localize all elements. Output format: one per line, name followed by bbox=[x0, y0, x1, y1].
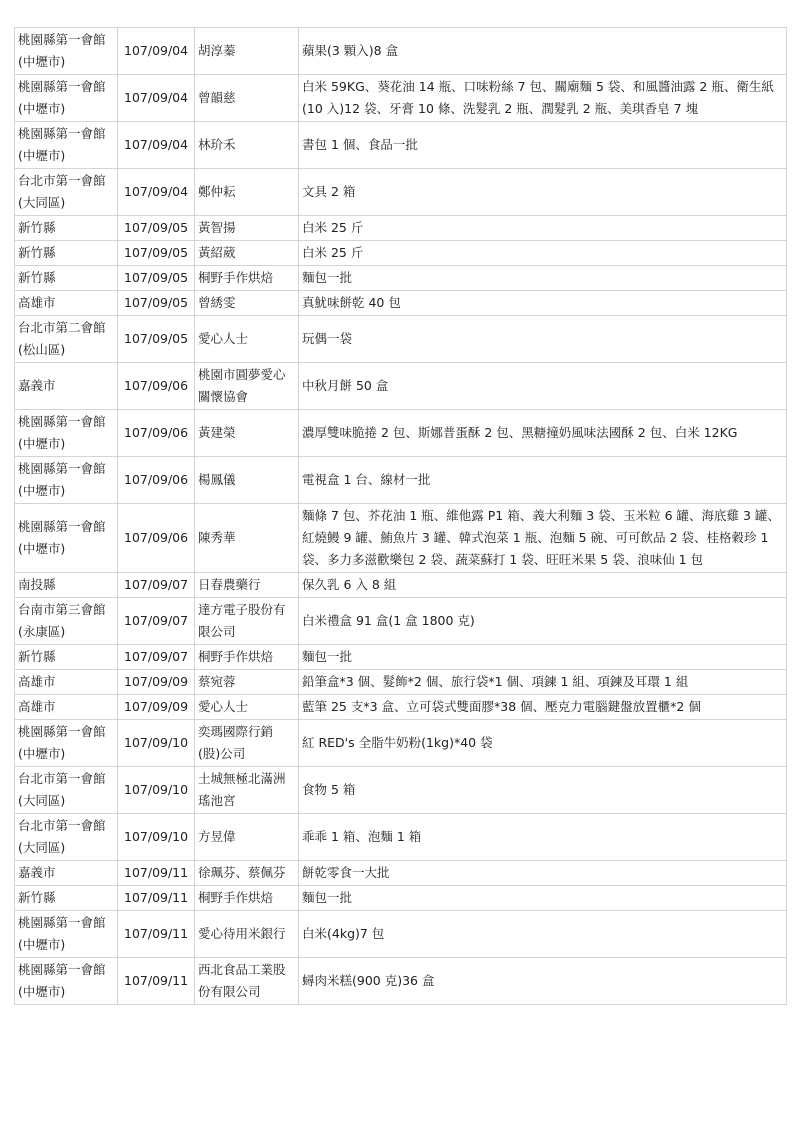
region-cell: 台北市第一會館(大同區) bbox=[15, 169, 118, 216]
table-row bbox=[15, 814, 787, 861]
date-cell: 107/09/10 bbox=[118, 720, 195, 767]
region-cell: 新竹縣 bbox=[15, 241, 118, 266]
donor-cell: 達方電子股份有限公司 bbox=[195, 598, 299, 645]
date-cell: 107/09/11 bbox=[118, 861, 195, 886]
table-row bbox=[15, 886, 787, 911]
items-cell: 餅乾零食一大批 bbox=[299, 861, 787, 886]
donor-cell: 愛心人士 bbox=[195, 695, 299, 720]
region-cell: 桃園縣第一會館(中壢市) bbox=[15, 28, 118, 75]
region-cell: 台北市第一會館(大同區) bbox=[15, 767, 118, 814]
region-cell: 桃園縣第一會館(中壢市) bbox=[15, 958, 118, 1005]
region-cell: 台南市第三會館(永康區) bbox=[15, 598, 118, 645]
donation-table bbox=[14, 27, 787, 1005]
table-row bbox=[15, 861, 787, 886]
items-cell: 鉛筆盒*3 個、髮飾*2 個、旅行袋*1 個、項鍊 1 組、項鍊及耳環 1 組 bbox=[299, 670, 787, 695]
items-cell: 食物 5 箱 bbox=[299, 767, 787, 814]
items-cell: 白米禮盒 91 盒(1 盒 1800 克) bbox=[299, 598, 787, 645]
table-row bbox=[15, 645, 787, 670]
items-cell: 紅 RED's 全脂牛奶粉(1kg)*40 袋 bbox=[299, 720, 787, 767]
region-cell: 台北市第二會館(松山區) bbox=[15, 316, 118, 363]
donor-cell: 方昱偉 bbox=[195, 814, 299, 861]
date-cell: 107/09/06 bbox=[118, 504, 195, 573]
region-cell: 台北市第一會館(大同區) bbox=[15, 814, 118, 861]
donor-cell: 愛心待用米銀行 bbox=[195, 911, 299, 958]
table-row bbox=[15, 720, 787, 767]
donor-cell: 土城無極北滿洲瑤池宮 bbox=[195, 767, 299, 814]
table-row bbox=[15, 75, 787, 122]
items-cell: 中秋月餅 50 盒 bbox=[299, 363, 787, 410]
donor-cell: 曾韻慈 bbox=[195, 75, 299, 122]
table-row bbox=[15, 169, 787, 216]
region-cell: 嘉義市 bbox=[15, 861, 118, 886]
region-cell: 新竹縣 bbox=[15, 645, 118, 670]
items-cell: 藍筆 25 支*3 盒、立可袋式雙面膠*38 個、壓克力電腦鍵盤放置櫃*2 個 bbox=[299, 695, 787, 720]
donor-cell: 桐野手作烘焙 bbox=[195, 266, 299, 291]
table-row bbox=[15, 316, 787, 363]
donor-cell: 林玠禾 bbox=[195, 122, 299, 169]
donor-cell: 桐野手作烘焙 bbox=[195, 886, 299, 911]
table-row bbox=[15, 958, 787, 1005]
region-cell: 高雄市 bbox=[15, 695, 118, 720]
date-cell: 107/09/06 bbox=[118, 410, 195, 457]
items-cell: 文具 2 箱 bbox=[299, 169, 787, 216]
table-row bbox=[15, 457, 787, 504]
date-cell: 107/09/11 bbox=[118, 911, 195, 958]
date-cell: 107/09/11 bbox=[118, 886, 195, 911]
table-row bbox=[15, 410, 787, 457]
donor-cell: 西北食品工業股份有限公司 bbox=[195, 958, 299, 1005]
date-cell: 107/09/07 bbox=[118, 573, 195, 598]
donor-cell: 陳秀華 bbox=[195, 504, 299, 573]
items-cell: 麵條 7 包、芥花油 1 瓶、維他露 P1 箱、義大利麵 3 袋、玉米粒 6 罐、海底雞 3 罐、紅燒鰻 9 罐、鮪魚片 3 罐、韓式泡菜 1 瓶、泡麵 5 碗、可可飲品 2 袋、桂格穀珍 1 袋、多力多滋歡樂包 2 袋、蔬菜蘇打 1 袋、旺旺米果 5 袋、浪味仙 1 包 bbox=[299, 504, 787, 573]
items-cell: 白米 59KG、葵花油 14 瓶、口味粉絲 7 包、關廟麵 5 袋、和風醬油露 2 瓶、衛生紙(10 入)12 袋、牙膏 10 條、洗髮乳 2 瓶、潤髮乳 2 瓶、美琪香皂 7 塊 bbox=[299, 75, 787, 122]
region-cell: 高雄市 bbox=[15, 670, 118, 695]
date-cell: 107/09/04 bbox=[118, 75, 195, 122]
region-cell: 桃園縣第一會館(中壢市) bbox=[15, 457, 118, 504]
table-row bbox=[15, 767, 787, 814]
donor-cell: 胡淳蓁 bbox=[195, 28, 299, 75]
donor-cell: 黃智揚 bbox=[195, 216, 299, 241]
region-cell: 桃園縣第一會館(中壢市) bbox=[15, 911, 118, 958]
date-cell: 107/09/10 bbox=[118, 767, 195, 814]
date-cell: 107/09/05 bbox=[118, 241, 195, 266]
date-cell: 107/09/05 bbox=[118, 291, 195, 316]
items-cell: 蘋果(3 顆入)8 盒 bbox=[299, 28, 787, 75]
items-cell: 濃厚雙味脆捲 2 包、斯娜普蛋酥 2 包、黑糖撞奶風味法國酥 2 包、白米 12KG bbox=[299, 410, 787, 457]
table-row bbox=[15, 911, 787, 958]
donor-cell: 黃紹葳 bbox=[195, 241, 299, 266]
date-cell: 107/09/05 bbox=[118, 266, 195, 291]
items-cell: 電視盒 1 台、線材一批 bbox=[299, 457, 787, 504]
donor-cell: 徐珮芬、蔡佩芬 bbox=[195, 861, 299, 886]
date-cell: 107/09/05 bbox=[118, 316, 195, 363]
date-cell: 107/09/07 bbox=[118, 598, 195, 645]
items-cell: 麵包一批 bbox=[299, 886, 787, 911]
region-cell: 桃園縣第一會館(中壢市) bbox=[15, 122, 118, 169]
date-cell: 107/09/04 bbox=[118, 169, 195, 216]
region-cell: 南投縣 bbox=[15, 573, 118, 598]
table-row bbox=[15, 573, 787, 598]
donation-table-body bbox=[15, 28, 787, 1005]
region-cell: 新竹縣 bbox=[15, 216, 118, 241]
items-cell: 保久乳 6 入 8 組 bbox=[299, 573, 787, 598]
items-cell: 玩偶一袋 bbox=[299, 316, 787, 363]
table-row bbox=[15, 122, 787, 169]
items-cell: 白米 25 斤 bbox=[299, 216, 787, 241]
table-row bbox=[15, 241, 787, 266]
date-cell: 107/09/05 bbox=[118, 216, 195, 241]
donor-cell: 曾綉雯 bbox=[195, 291, 299, 316]
region-cell: 桃園縣第一會館(中壢市) bbox=[15, 720, 118, 767]
donor-cell: 黃建榮 bbox=[195, 410, 299, 457]
table-row bbox=[15, 363, 787, 410]
date-cell: 107/09/10 bbox=[118, 814, 195, 861]
date-cell: 107/09/06 bbox=[118, 363, 195, 410]
donor-cell: 桐野手作烘焙 bbox=[195, 645, 299, 670]
table-row bbox=[15, 670, 787, 695]
date-cell: 107/09/09 bbox=[118, 695, 195, 720]
items-cell: 蟳肉米糕(900 克)36 盒 bbox=[299, 958, 787, 1005]
donor-cell: 日春農藥行 bbox=[195, 573, 299, 598]
items-cell: 麵包一批 bbox=[299, 645, 787, 670]
table-row bbox=[15, 216, 787, 241]
items-cell: 白米(4kg)7 包 bbox=[299, 911, 787, 958]
table-row bbox=[15, 28, 787, 75]
donor-cell: 楊鳳儀 bbox=[195, 457, 299, 504]
donor-cell: 蔡宛蓉 bbox=[195, 670, 299, 695]
table-row bbox=[15, 504, 787, 573]
region-cell: 新竹縣 bbox=[15, 886, 118, 911]
items-cell: 白米 25 斤 bbox=[299, 241, 787, 266]
donor-cell: 愛心人士 bbox=[195, 316, 299, 363]
items-cell: 麵包一批 bbox=[299, 266, 787, 291]
region-cell: 桃園縣第一會館(中壢市) bbox=[15, 504, 118, 573]
date-cell: 107/09/11 bbox=[118, 958, 195, 1005]
donor-cell: 桃園市圓夢愛心關懷協會 bbox=[195, 363, 299, 410]
date-cell: 107/09/04 bbox=[118, 28, 195, 75]
date-cell: 107/09/06 bbox=[118, 457, 195, 504]
date-cell: 107/09/07 bbox=[118, 645, 195, 670]
table-row bbox=[15, 598, 787, 645]
date-cell: 107/09/09 bbox=[118, 670, 195, 695]
table-row bbox=[15, 266, 787, 291]
region-cell: 桃園縣第一會館(中壢市) bbox=[15, 75, 118, 122]
donor-cell: 鄭仲耘 bbox=[195, 169, 299, 216]
date-cell: 107/09/04 bbox=[118, 122, 195, 169]
items-cell: 乖乖 1 箱、泡麵 1 箱 bbox=[299, 814, 787, 861]
region-cell: 新竹縣 bbox=[15, 266, 118, 291]
donor-cell: 奕瑪國際行銷(股)公司 bbox=[195, 720, 299, 767]
region-cell: 嘉義市 bbox=[15, 363, 118, 410]
table-row bbox=[15, 695, 787, 720]
region-cell: 桃園縣第一會館(中壢市) bbox=[15, 410, 118, 457]
region-cell: 高雄市 bbox=[15, 291, 118, 316]
items-cell: 書包 1 個、食品一批 bbox=[299, 122, 787, 169]
table-row bbox=[15, 291, 787, 316]
items-cell: 真魷味餅乾 40 包 bbox=[299, 291, 787, 316]
